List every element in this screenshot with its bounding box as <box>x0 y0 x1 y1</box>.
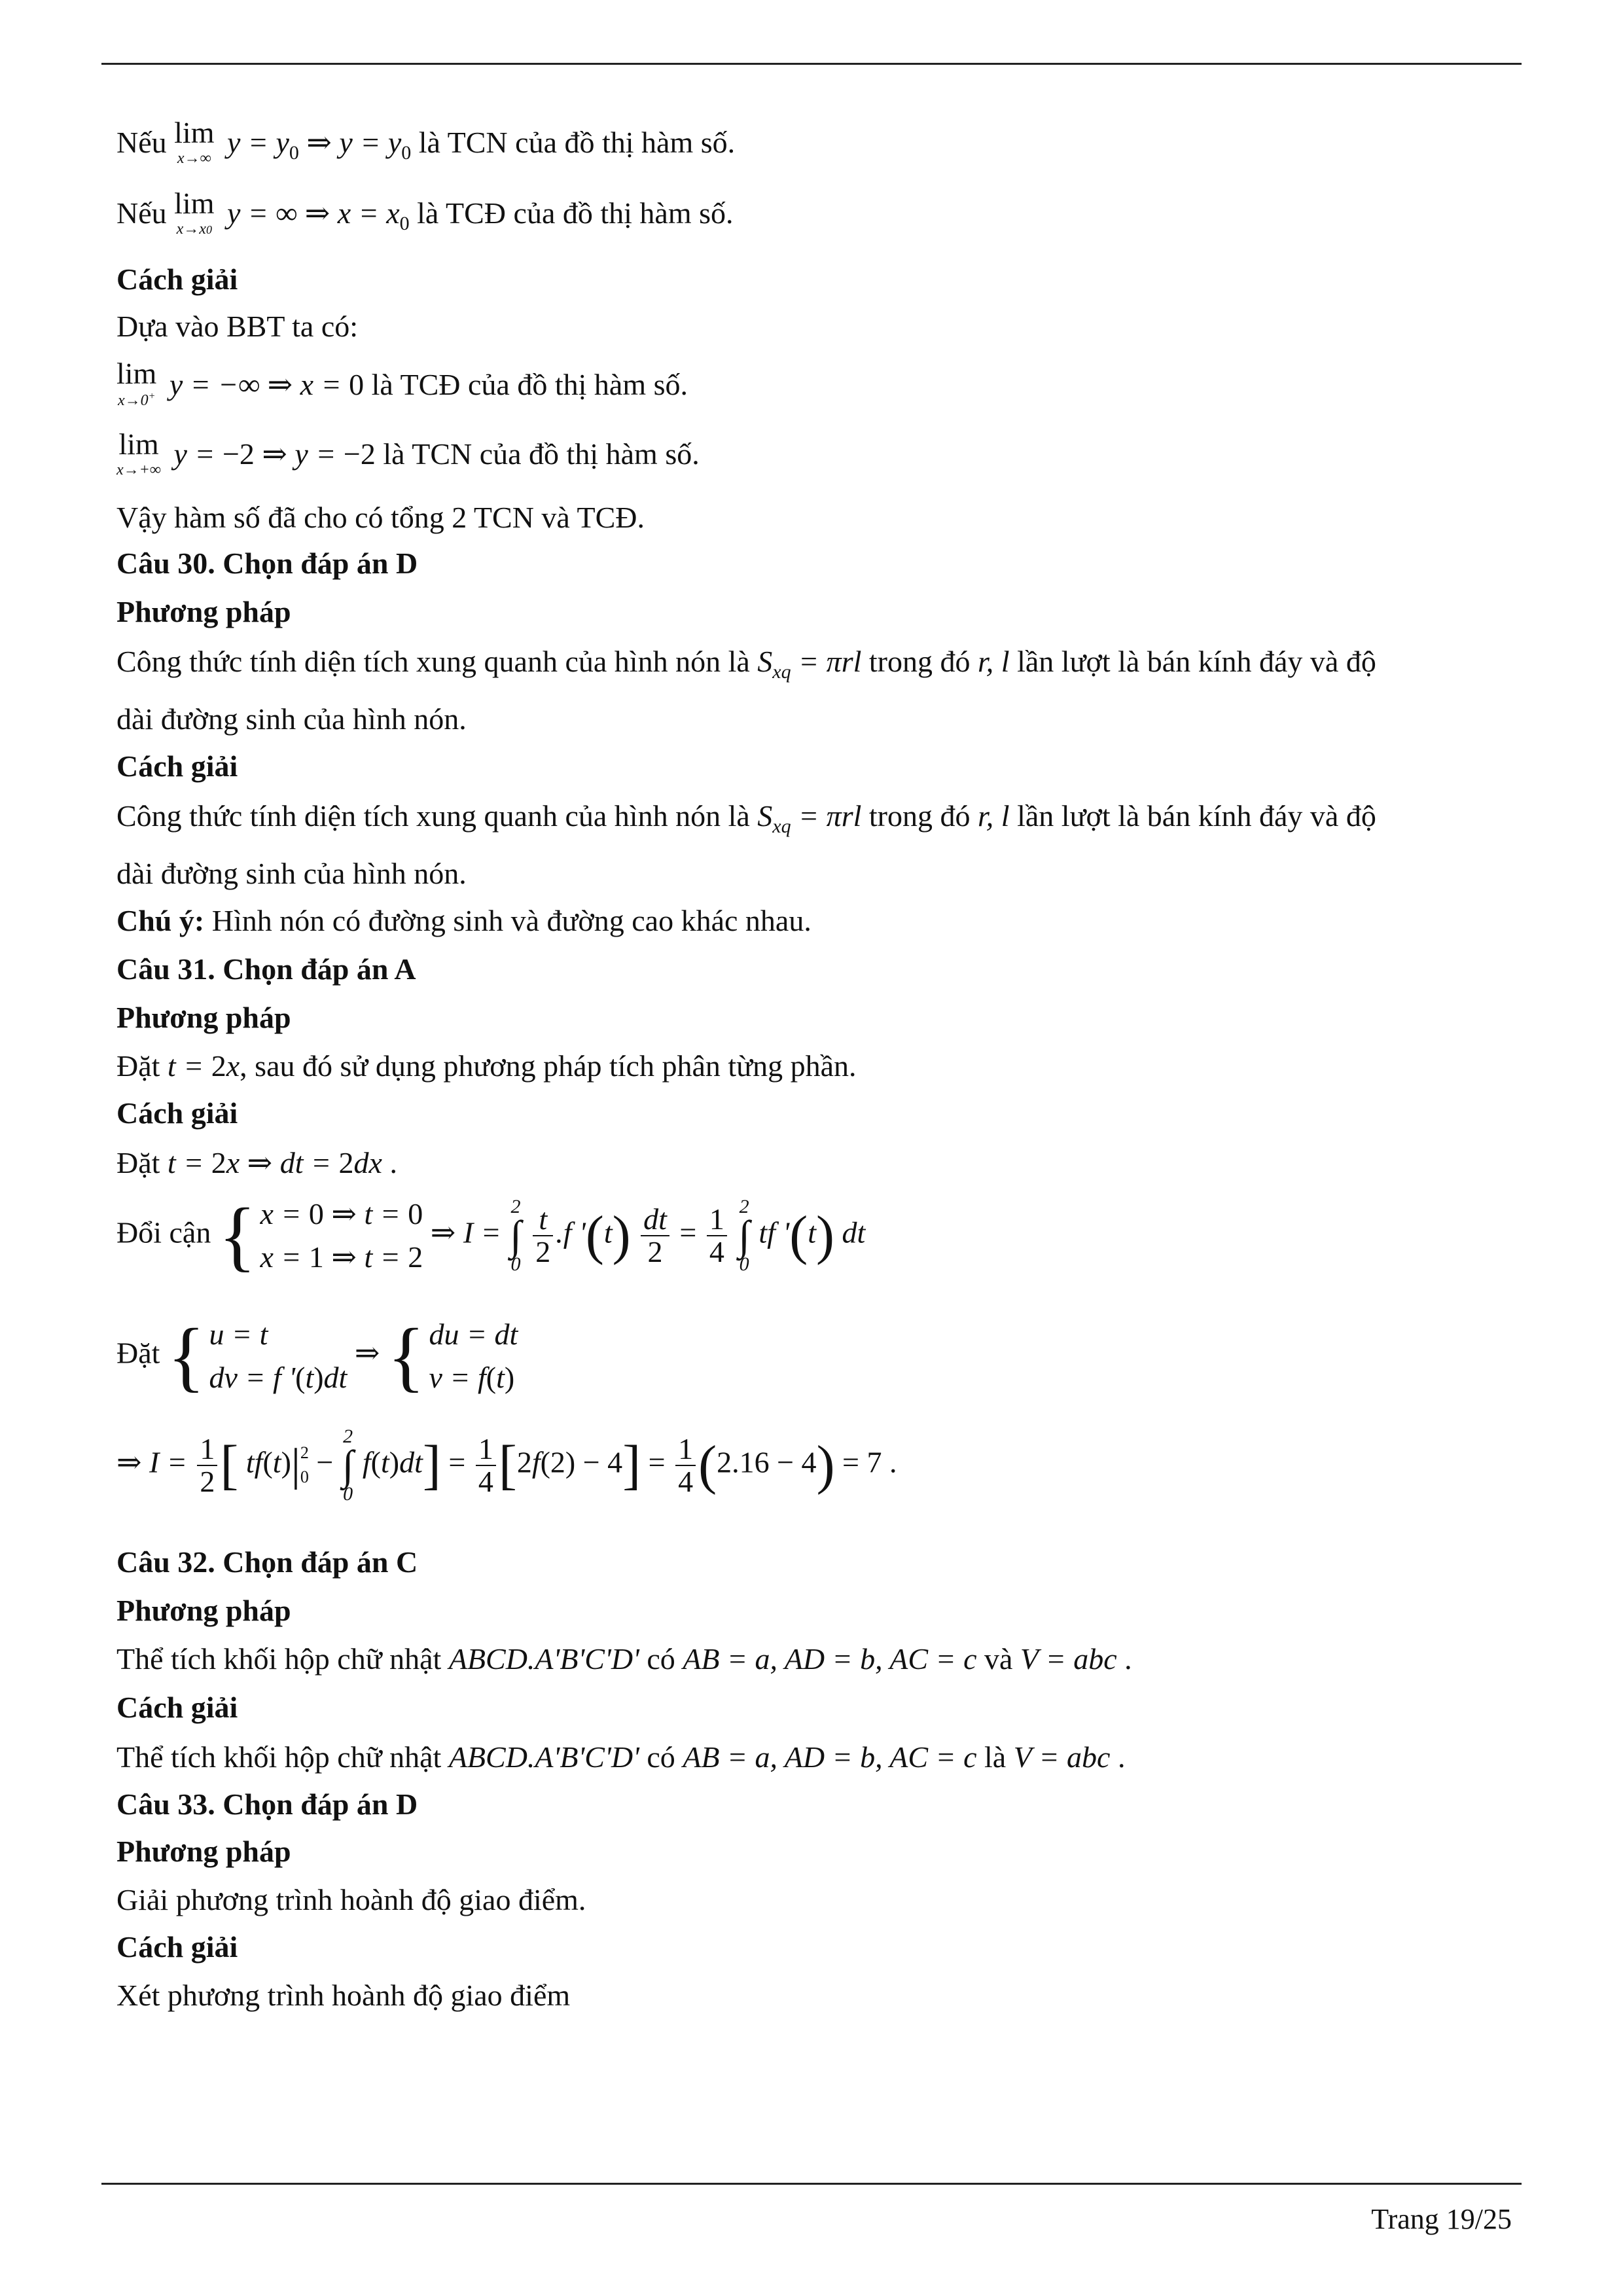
q31-title: Câu 31. Chọn đáp án A <box>116 952 416 986</box>
q31-phuongphap: Phương pháp <box>116 1001 291 1034</box>
q32-title: Câu 32. Chọn đáp án C <box>116 1545 418 1579</box>
q29-line-tcn: lim x→+∞ y = −2 ⇒ y = −2 là TCN của đồ thị hàm số. <box>116 427 700 478</box>
q33-cachgiai: Cách giải <box>116 1930 238 1964</box>
q29-cachgiai: Cách giải <box>116 262 238 296</box>
q32-cg-line: Thể tích khối hộp chữ nhật ABCD.A'B'C'D' có AB = a, AD = b, AC = c là V = abc . <box>116 1740 1126 1774</box>
q33-phuongphap: Phương pháp <box>116 1835 291 1868</box>
q31-result: ⇒ I = $\frac{1}{2}$ [ tf(t)| 2 0 − 2 ∫ 0 f(t)dt] = $\frac{1}{4}$ [2f(2) − 4] = $\frac{1}{4}$ (2.16 − 4) = 7 . <box>116 1426 897 1505</box>
q30-cg-line-1: Công thức tính diện tích xung quanh của hình nón là $S_{xq} = \pi rl$ trong đó r, l lần lượt là bán kính đáy và độ <box>116 799 1376 837</box>
q29-conclusion: Vậy hàm số đã cho có tổng 2 TCN và TCĐ. <box>116 501 645 534</box>
q29-bbt: Dựa vào BBT ta có: <box>116 310 359 343</box>
q31-dat-1: Đặt t = 2x ⇒ dt = 2dx . <box>116 1146 397 1179</box>
q32-pp-line: Thể tích khối hộp chữ nhật ABCD.A'B'C'D' có AB = a, AD = b, AC = c và V = abc . <box>116 1642 1132 1676</box>
q30-cachgiai: Cách giải <box>116 749 238 783</box>
q30-title: Câu 30. Chọn đáp án D <box>116 547 418 580</box>
q29-line-tcd: lim x→0+ y = −∞ ⇒ x = 0 là TCĐ của đồ thị hàm số. <box>116 357 688 409</box>
q31-cachgiai: Cách giải <box>116 1096 238 1130</box>
q33-title: Câu 33. Chọn đáp án D <box>116 1787 418 1821</box>
q30-pp-line-2: dài đường sinh của hình nón. <box>116 702 467 736</box>
q30-note: Chú ý: Hình nón có đường sinh và đường cao khác nhau. <box>116 904 812 937</box>
intro-line-2: Nếu lim x→x0 y = ∞ ⇒ $x = x_0$ là TCĐ của đồ thị hàm số. <box>116 187 734 238</box>
q33-cg-text: Xét phương trình hoành độ giao điểm <box>116 1979 571 2012</box>
q31-doi-can: Đổi cận { x = 0 ⇒ t = 0 x = 1 ⇒ t = 2 ⇒ I = 2 ∫ 0 $\frac{t}{2}$ .f '(t) $\frac{dt}{2}$ = $\frac{1}{4}$ 2 ∫ 0 tf '(t) dt <box>116 1192 866 1279</box>
header-rule <box>101 63 1522 65</box>
page-number: Trang 19/25 <box>1371 2203 1512 2235</box>
q32-phuongphap: Phương pháp <box>116 1594 291 1627</box>
q32-cachgiai: Cách giải <box>116 1691 238 1724</box>
footer-rule <box>101 2183 1522 2185</box>
intro-line-1: Nếu lim x→∞ $y = y_0$ ⇒ $y = y_0$ là TCN của đồ thị hàm số. <box>116 116 736 167</box>
q33-pp-text: Giải phương trình hoành độ giao điểm. <box>116 1883 586 1916</box>
q30-phuongphap: Phương pháp <box>116 595 291 628</box>
q30-cg-line-2: dài đường sinh của hình nón. <box>116 857 467 890</box>
q31-dat-2: Đặt { u = t dv = f '(t)dt ⇒ { du = dt v = f(t) <box>116 1312 518 1399</box>
q31-pp-line: Đặt t = 2x, sau đó sử dụng phương pháp tích phân từng phần. <box>116 1049 857 1083</box>
q30-pp-line-1: Công thức tính diện tích xung quanh của hình nón là $S_{xq} = \pi rl$ trong đó r, l lần lượt là bán kính đáy và độ <box>116 645 1376 683</box>
